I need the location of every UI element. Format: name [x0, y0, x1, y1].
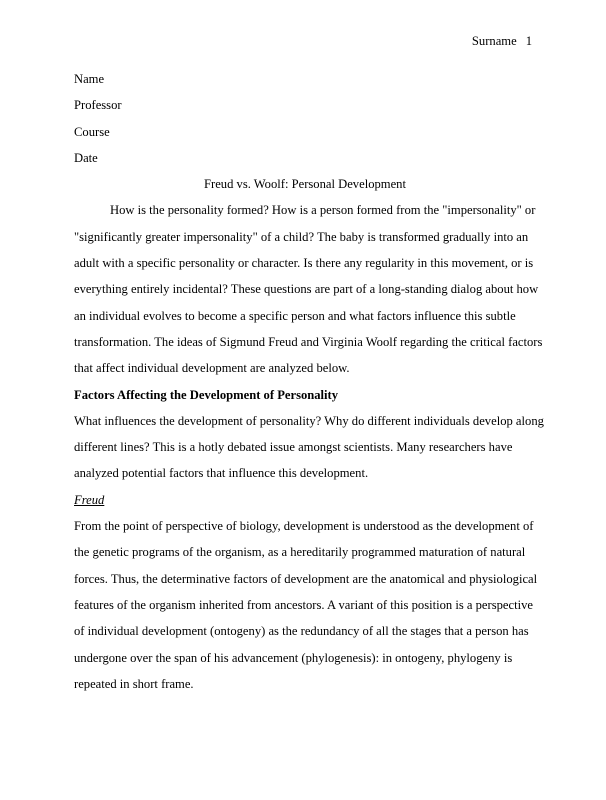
freud-paragraph	[74, 513, 536, 697]
intro-line: an individual evolves to become a specific person and what factors influence this subtle	[74, 308, 516, 323]
page-number: 1	[525, 34, 532, 48]
freud-line: repeated in short frame.	[74, 676, 194, 691]
freud-line: features of the organism inherited from ancestors. A variant of this position is a perspective	[74, 597, 533, 612]
freud-line: From the point of perspective of biology, development is understood as the development of	[74, 519, 534, 534]
professor-name: Professor	[74, 98, 122, 113]
intro-line: transformation. The ideas of Sigmund Freud and Virginia Woolf regarding the critical factors	[74, 334, 543, 349]
freud-line: undergone over the span of his advancement (phylogenesis): in ontogeny, phylogeny is	[74, 650, 513, 665]
intro-line: How is the personality formed? How is a person formed from the "impersonality" or	[110, 203, 536, 218]
freud-line: the genetic programs of the organism, as a hereditarily programmed maturation of natural	[74, 545, 526, 560]
intro-paragraph	[74, 197, 543, 381]
student-name: Name	[74, 72, 105, 86]
document-body	[74, 66, 544, 697]
section-heading-factors: Factors Affecting the Development of Personality	[74, 387, 339, 402]
factors-paragraph	[74, 408, 544, 487]
course-name: Course	[74, 124, 110, 139]
intro-line: everything entirely incidental? These questions are part of a long-standing dialog about how	[74, 282, 539, 297]
document-title: Freud vs. Woolf: Personal Development	[204, 177, 406, 192]
intro-line: that affect individual development are analyzed below.	[74, 361, 350, 376]
freud-line: of individual development (ontogeny) as the redundancy of all the stages that a person has	[74, 624, 529, 639]
factors-line: different lines? This is a hotly debated issue amongst scientists. Many researchers have	[74, 440, 513, 455]
intro-line: "significantly greater impersonality" of a child? The baby is transformed gradually into an	[74, 229, 529, 244]
freud-line: forces. Thus, the determinative factors of development are the anatomical and physiological	[74, 571, 538, 586]
section-heading-freud: Freud	[74, 492, 105, 507]
running-header	[472, 34, 532, 48]
factors-line: analyzed potential factors that influence this development.	[74, 466, 369, 481]
student-info-block	[74, 66, 536, 171]
factors-line: What influences the development of personality? Why do different individuals develop along	[74, 413, 544, 428]
intro-line: adult with a specific personality or character. Is there any regularity in this movement, or is	[74, 256, 534, 271]
date: Date	[74, 150, 98, 165]
header-surname: Surname	[471, 34, 517, 48]
